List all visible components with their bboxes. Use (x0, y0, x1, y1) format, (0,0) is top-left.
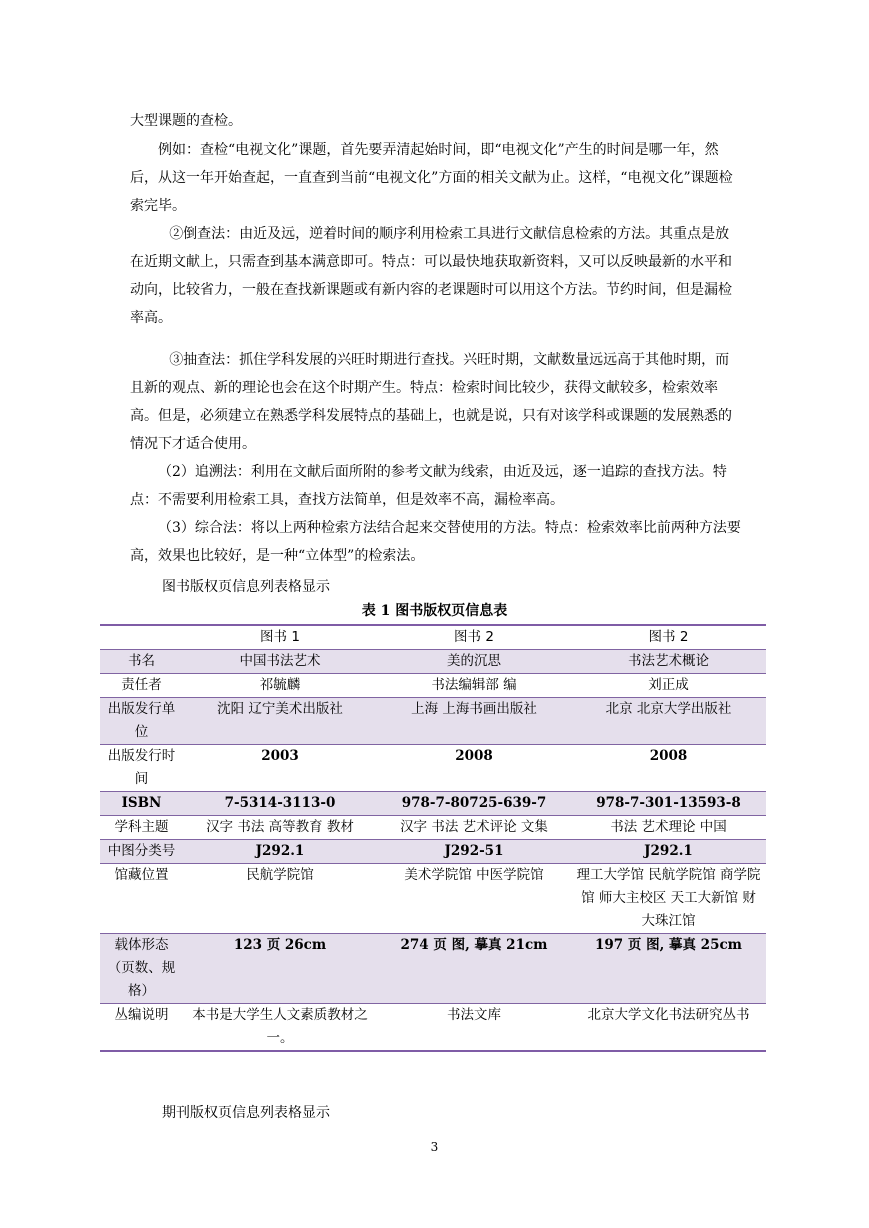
row-label: 责任者 (100, 674, 183, 698)
table-cell: 274 页 图, 摹真 21cm (377, 934, 571, 1004)
paragraph-example: 例如：查检“电视文化”课题，首先要弄清起始时间，即“电视文化”产生的时间是哪一年，然后，从这一年开始查起，一直查到当前“电视文化”方面的相关文献为止。这样，“电视文化”课题检索完毕。 (130, 142, 733, 214)
table-row (100, 864, 766, 934)
table-cell: 沈阳 辽宁美术出版社 (183, 698, 377, 745)
table-cell: 民航学院馆 (183, 864, 377, 934)
table-caption: 表 1 图书版权页信息表 (361, 603, 508, 619)
book-table-intro: 图书版权页信息列表格显示 (162, 579, 330, 595)
table-cell: 汉字 书法 高等教育 教材 (183, 816, 377, 840)
table-cell: 北京 北京大学出版社 (571, 698, 766, 745)
table-cell: J292.1 (571, 840, 766, 864)
table-cell: J292-51 (377, 840, 571, 864)
table-row (100, 792, 766, 816)
table-cell: 美的沉思 (377, 650, 571, 674)
table-cell: 理工大学馆 民航学院馆 商学院馆 师大主校区 天工大新馆 财大珠江馆 (571, 864, 766, 934)
header-cell: 图书 2 (571, 625, 766, 650)
table-cell: 刘正成 (571, 674, 766, 698)
table-cell: 书法艺术概论 (571, 650, 766, 674)
table-cell: J292.1 (183, 840, 377, 864)
table-row (100, 840, 766, 864)
table-row (100, 745, 766, 792)
row-label: 学科主题 (100, 816, 183, 840)
table-row (100, 650, 766, 674)
header-cell (100, 625, 183, 650)
row-label: 书名 (100, 650, 183, 674)
table-header-row (100, 625, 766, 650)
table-cell: 978-7-301-13593-8 (571, 792, 766, 816)
page-number: 3 (430, 1140, 439, 1154)
row-label: 载体形态（页数、规格） (100, 934, 183, 1004)
paragraph-reverse-search: ②倒查法：由近及远，逆着时间的顺序利用检索工具进行文献信息检索的方法。其重点是放在近期文献上，只需查到基本满意即可。特点：可以最快地获取新资料，又可以反映最新的水平和动向，比较省力，一般在查找新课题或有新内容的老课题时可以用这个方法。节约时间，但是漏检率高。 (130, 226, 732, 326)
paragraph-continuation: 大型课题的查检。 (130, 113, 242, 129)
table-cell: 祁毓麟 (183, 674, 377, 698)
table-cell: 美术学院馆 中医学院馆 (377, 864, 571, 934)
table-cell: 123 页 26cm (183, 934, 377, 1004)
table-cell: 2008 (571, 745, 766, 792)
table-cell: 书法 艺术理论 中国 (571, 816, 766, 840)
row-label: 丛编说明 (100, 1004, 183, 1052)
table-row (100, 816, 766, 840)
table-row (100, 934, 766, 1004)
paragraph-combined-method: （3）综合法：将以上两种检索方法结合起来交替使用的方法。特点：检索效率比前两种方法要高，效果也比较好，是一种“立体型”的检索法。 (130, 520, 741, 564)
table-cell: 书法文库 (377, 1004, 571, 1052)
table-cell: 2003 (183, 745, 377, 792)
table-cell: 中国书法艺术 (183, 650, 377, 674)
journal-table-intro: 期刊版权页信息列表格显示 (162, 1105, 330, 1121)
row-label: 馆藏位置 (100, 864, 183, 934)
row-label: 出版发行时间 (100, 745, 183, 792)
paragraph-tracing-method: （2）追溯法：利用在文献后面所附的参考文献为线索，由近及远，逐一追踪的查找方法。特点：不需要利用检索工具，查找方法简单，但是效率不高，漏检率高。 (130, 464, 727, 508)
header-cell: 图书 1 (183, 625, 377, 650)
table-cell: 7-5314-3113-0 (183, 792, 377, 816)
book-copyright-table (100, 624, 766, 1052)
row-label: ISBN (100, 792, 183, 816)
table-row (100, 698, 766, 745)
table-cell: 北京大学文化书法研究丛书 (571, 1004, 766, 1052)
table-cell: 978-7-80725-639-7 (377, 792, 571, 816)
table-cell: 书法编辑部 编 (377, 674, 571, 698)
row-label: 出版发行单位 (100, 698, 183, 745)
paragraph-sampling-search: ③抽查法：抓住学科发展的兴旺时期进行查找。兴旺时期，文献数量远远高于其他时期，而且新的观点、新的理论也会在这个时期产生。特点：检索时间比较少，获得文献较多，检索效率高。但是，必须建立在熟悉学科发展特点的基础上，也就是说，只有对该学科或课题的发展熟悉的情况下才适合使用。 (130, 352, 732, 452)
table-row (100, 674, 766, 698)
table-cell: 197 页 图, 摹真 25cm (571, 934, 766, 1004)
table-cell: 汉字 书法 艺术评论 文集 (377, 816, 571, 840)
table-cell: 本书是大学生人文素质教材之一。 (183, 1004, 377, 1052)
table-row (100, 1004, 766, 1052)
row-label: 中图分类号 (100, 840, 183, 864)
table-cell: 2008 (377, 745, 571, 792)
header-cell: 图书 2 (377, 625, 571, 650)
table-cell: 上海 上海书画出版社 (377, 698, 571, 745)
